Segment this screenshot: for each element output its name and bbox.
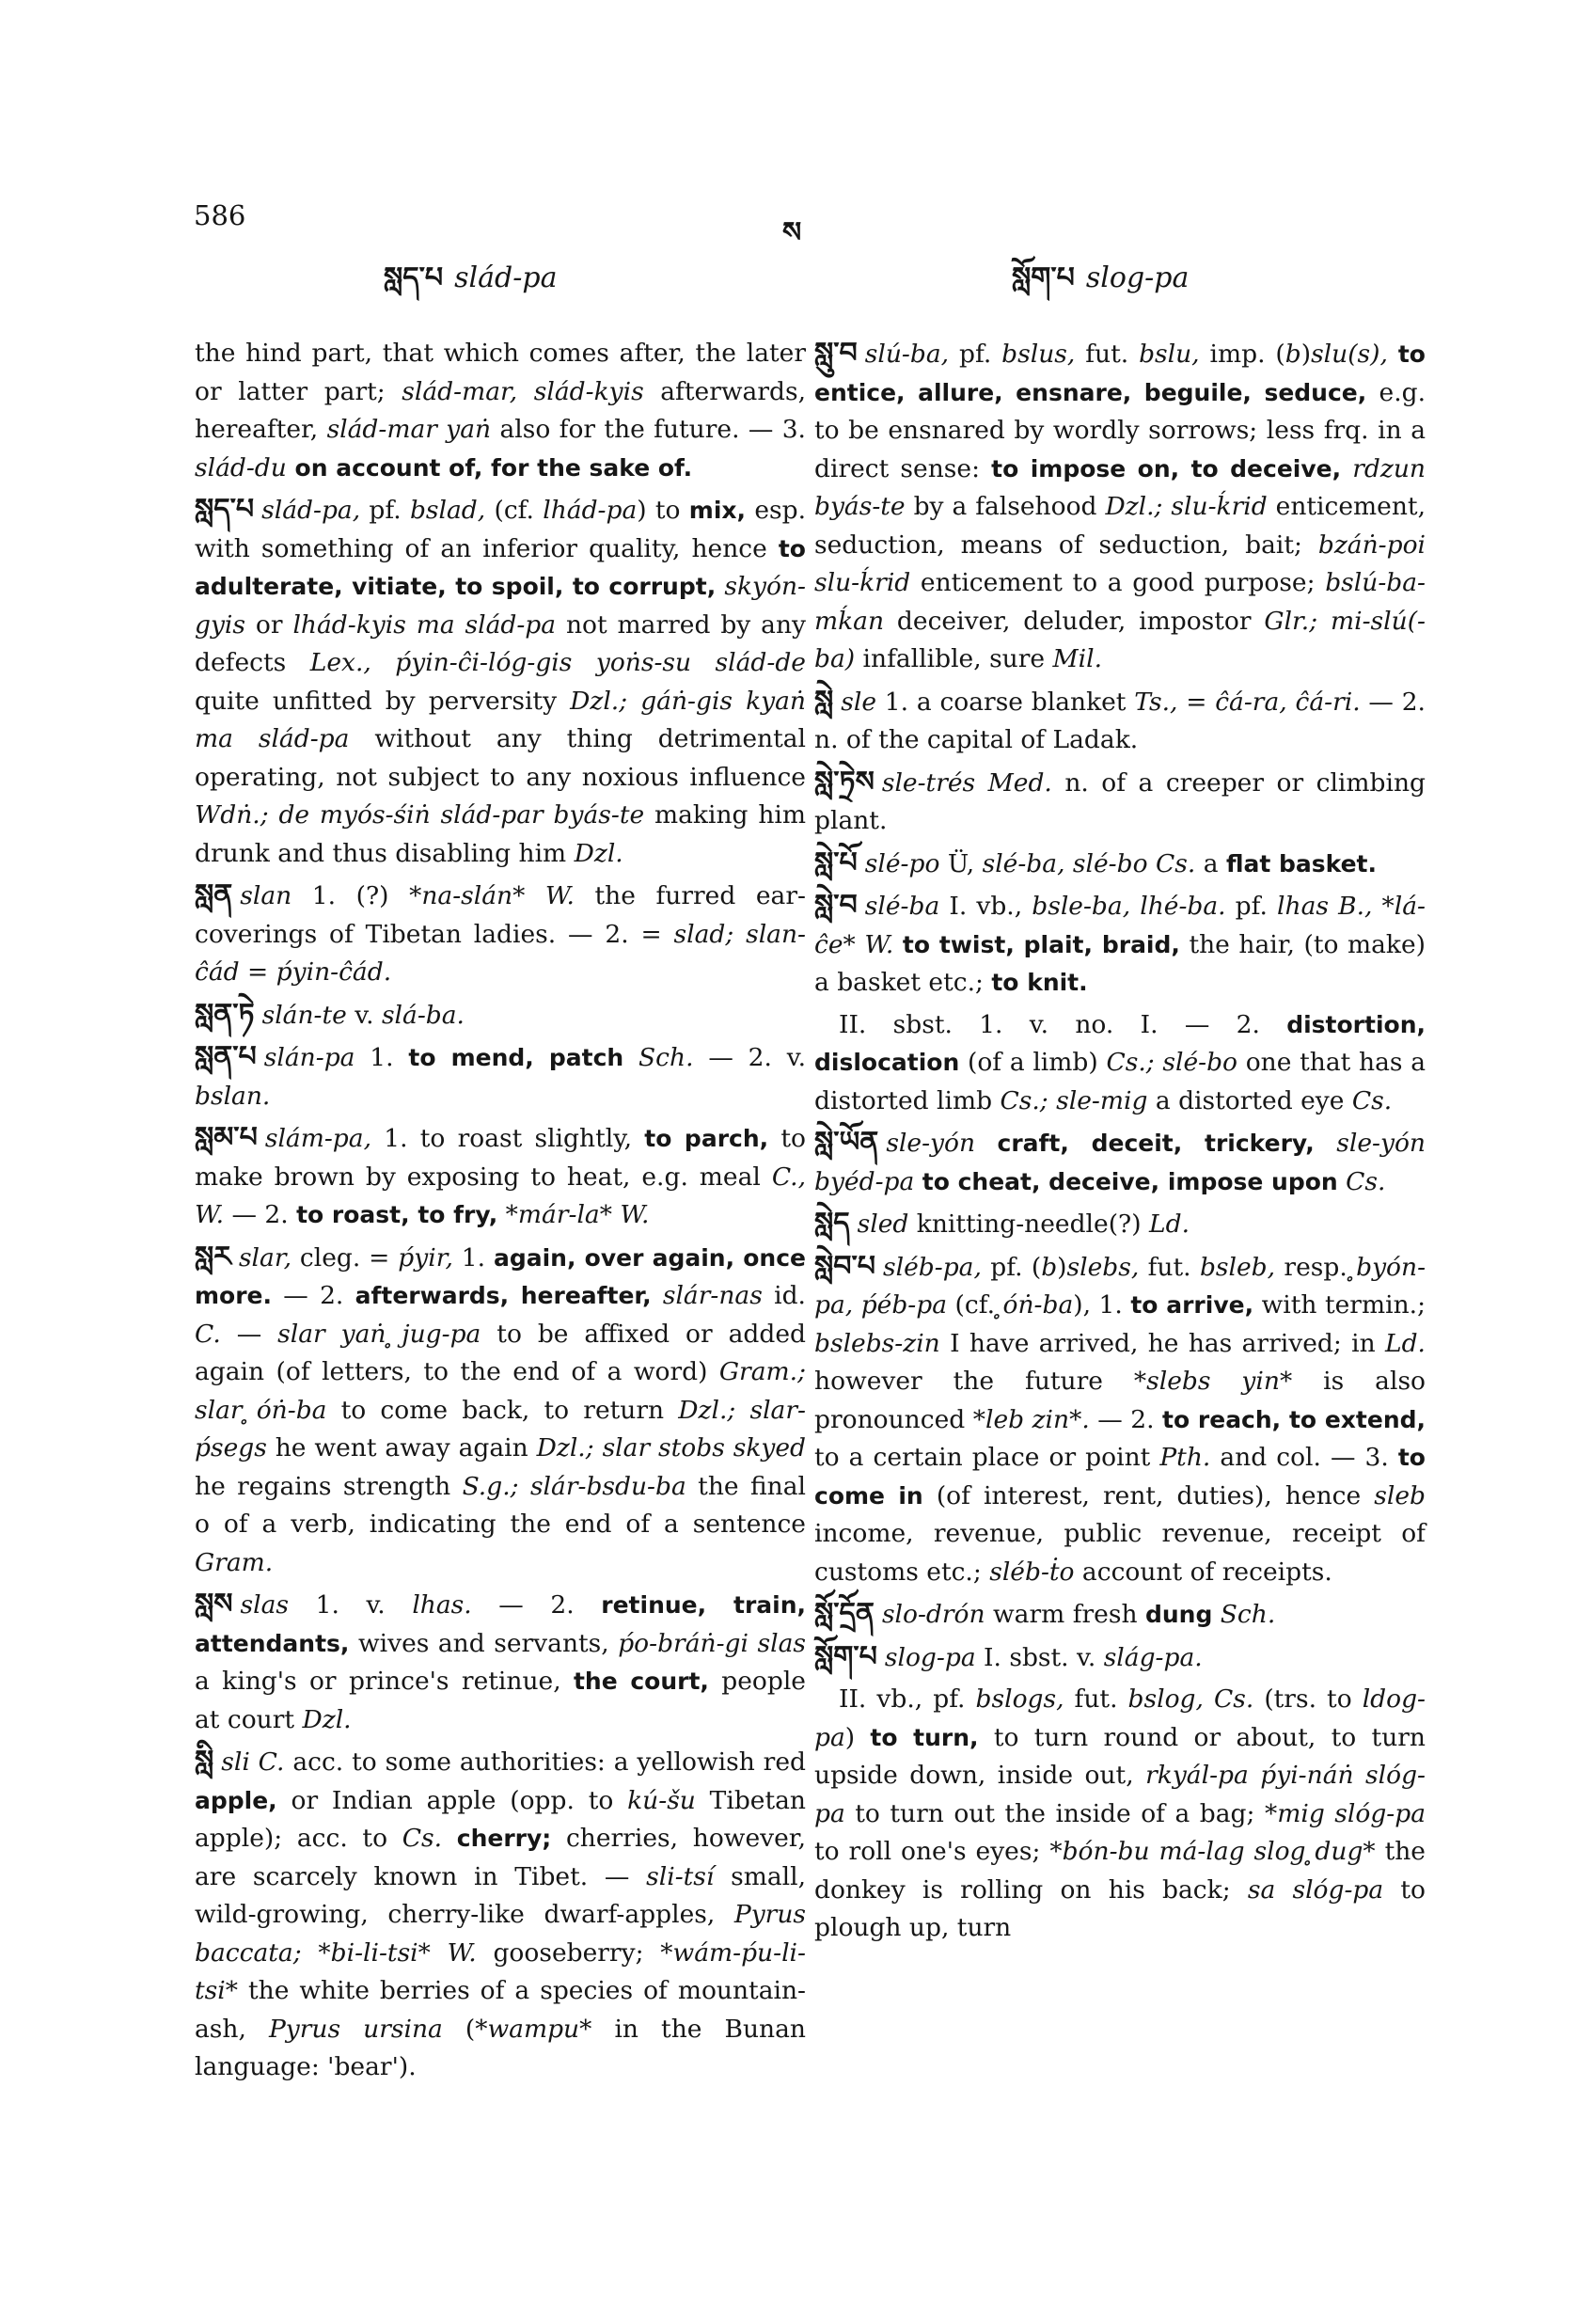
transliteration: *bón-bu má-lag slog ̥dug*	[1049, 1837, 1376, 1866]
transliteration: Ld.	[1385, 1328, 1426, 1358]
definition-gloss: to parch,	[644, 1125, 769, 1152]
text-run: quite unfitted by perversity	[195, 686, 571, 716]
text-run	[893, 930, 903, 959]
text-run: — 2. n. of the capital of Ladak.	[814, 687, 1426, 754]
text-run: fut.	[1064, 1684, 1128, 1714]
text-run: the final o of a verb, indicating the end of a sentence	[195, 1471, 807, 1539]
text-run: pf.	[360, 496, 410, 525]
entry-sle	[814, 683, 1426, 760]
transliteration: S.g.; slár-bsdu-ba	[462, 1471, 686, 1501]
text-run: Tibetan apple); acc. to	[195, 1785, 806, 1853]
tibetan-headword: སླར	[195, 1240, 231, 1273]
definition-gloss: to roast, to fry,	[296, 1201, 498, 1228]
transliteration: Cs.	[402, 1824, 443, 1853]
text-run: a king's or prince's retinue,	[195, 1667, 574, 1696]
text-run	[497, 1200, 505, 1229]
entry-sled	[814, 1205, 1426, 1244]
text-run: (of a limb)	[959, 1048, 1107, 1077]
definition-gloss: distortion, dislocation	[814, 1010, 1426, 1076]
transliteration: bslog, Cs.	[1127, 1684, 1254, 1714]
transliteration: *na-slán* W.	[409, 881, 575, 910]
text-run: a	[1195, 848, 1226, 878]
tibetan-headword: སླུ་བ	[814, 337, 858, 370]
text-run: or Indian apple (opp. to	[276, 1785, 628, 1815]
transliteration: *mig slóg-pa	[1264, 1798, 1426, 1828]
transliteration: sli-tsí	[646, 1861, 715, 1891]
transliteration: slar yaṅ ̥jug-pa	[277, 1319, 481, 1349]
text-run: pf. (	[981, 1252, 1042, 1282]
text-run: )	[844, 1722, 871, 1752]
transliteration: slám-pa,	[264, 1124, 371, 1153]
text-run: )	[1300, 340, 1312, 369]
text-run	[1212, 1600, 1220, 1629]
text-run	[914, 1167, 922, 1196]
transliteration: rkyál-pa ṕyi-náṅ slóg-pa	[814, 1761, 1426, 1828]
transliteration: bslan.	[195, 1081, 271, 1111]
text-run: 1. a coarse blanket	[876, 687, 1135, 717]
transliteration: sled	[857, 1209, 909, 1239]
definition-gloss: apple,	[195, 1786, 277, 1814]
text-run: the donkey is rolling on his back;	[814, 1837, 1426, 1905]
transliteration: slár-nas	[662, 1281, 763, 1310]
transliteration: slé-po	[864, 848, 940, 878]
text-run	[1341, 454, 1352, 483]
transliteration: slar,	[238, 1242, 292, 1273]
definition-gloss: to impose on, to deceive,	[991, 454, 1342, 482]
transliteration: bslú-ba-mḱan	[814, 568, 1426, 636]
text-run: I. vb.,	[939, 892, 1032, 921]
transliteration: ̥óṅ-ba	[1002, 1290, 1074, 1320]
transliteration: sle-yón	[886, 1129, 976, 1158]
transliteration: sle-trés Med.	[881, 767, 1052, 798]
transliteration: slág-pa.	[1103, 1642, 1203, 1672]
text-run: to be affixed or added again (of letters, to the end of a word)	[195, 1319, 806, 1386]
tibetan-headword: སླན་པ	[195, 1040, 257, 1073]
text-run: account of receipts.	[1074, 1557, 1332, 1587]
transliteration: Sch.	[1220, 1600, 1276, 1629]
definition-gloss: to cheat, deceive, impose upon	[922, 1167, 1338, 1195]
transliteration: bslu,	[1139, 340, 1200, 369]
definition-gloss: to arrive,	[1130, 1291, 1254, 1319]
text-run: (cf.	[485, 496, 544, 525]
transliteration: slád-mar yaṅ	[326, 415, 492, 444]
transliteration: sléb-pa,	[883, 1252, 982, 1282]
tibetan-headword: སླན་ཏེ	[195, 997, 255, 1031]
transliteration: Dzl.; slar-ṕsegs	[195, 1395, 806, 1462]
transliteration: sléb-ṫo	[989, 1557, 1075, 1587]
transliteration: lhád-kyis ma slád-pa	[292, 609, 557, 640]
transliteration: C., W.	[195, 1162, 806, 1229]
text-run: 1.	[452, 1242, 494, 1273]
definition-gloss: retinue, train, attendants,	[195, 1591, 807, 1657]
transliteration: b	[1284, 340, 1301, 369]
transliteration: bslebs-zin	[814, 1328, 940, 1358]
text-run: 1. (?)	[292, 881, 410, 910]
text-run: pf.	[949, 340, 1002, 369]
text-run: I have arrived, he has arrived; in	[939, 1328, 1385, 1358]
text-run: cherries, however, are scarcely known in Tibet. —	[195, 1824, 806, 1891]
text-run: esp. with something of an inferior quality, hence	[195, 496, 806, 563]
transliteration: ṕo-bráṅ-gi slas	[618, 1628, 806, 1658]
entry-slog-pa	[814, 1638, 1426, 1678]
text-run: ) to	[637, 496, 689, 525]
transliteration: ̥byón-pa, ṕéb-pa	[814, 1252, 1426, 1320]
transliteration: Dzl.; slar stobs skyed	[536, 1433, 806, 1462]
text-run: resp.	[1275, 1252, 1357, 1282]
definition-gloss: to adulterate, vitiate, to spoil, to corrupt,	[195, 534, 806, 600]
entry-sle-po	[814, 845, 1426, 884]
text-run: )	[1057, 1252, 1067, 1282]
definition-gloss: to turn,	[870, 1723, 979, 1751]
transliteration: *slebs yin*	[1133, 1367, 1293, 1396]
text-run: II. sbst. 1. v. no. I. — 2.	[839, 1009, 1287, 1039]
entry-slo-dron	[814, 1595, 1426, 1635]
transliteration: Cs.; sle-mig	[1000, 1085, 1148, 1115]
transliteration: ṕyir,	[398, 1242, 453, 1273]
text-run: fut.	[1139, 1252, 1200, 1282]
tibetan-headword: སླེ	[814, 684, 834, 718]
transliteration: slé-ba, slé-bo Cs.	[982, 848, 1196, 878]
entry-slu-ba	[814, 335, 1426, 679]
transliteration: slán-te	[261, 1000, 347, 1030]
transliteration: Cs.	[1346, 1166, 1386, 1196]
transliteration: slád-du	[195, 452, 287, 482]
text-run: the white berries of a species of mountain-ash,	[195, 1976, 806, 2044]
tibetan-headword: སླེ་ཡོན	[814, 1126, 879, 1159]
text-run	[1315, 1129, 1336, 1158]
page-number: 586	[194, 199, 246, 231]
transliteration: Dzl.	[574, 838, 623, 868]
text-run: however the future	[814, 1367, 1134, 1396]
text-run: to turn out the inside of a bag;	[844, 1798, 1265, 1828]
transliteration: ldog-pa	[814, 1684, 1426, 1752]
text-run: to a certain place or point	[814, 1443, 1160, 1472]
running-head-right-word: slog-pa	[1085, 261, 1190, 294]
text-run: is also pronounced	[814, 1367, 1426, 1434]
text-run	[975, 1129, 997, 1158]
tibetan-headword: སླས	[195, 1588, 233, 1620]
text-run: gooseberry;	[476, 1937, 661, 1968]
tibetan-headword: སླེ་བ	[814, 889, 858, 922]
definition-gloss: cherry;	[456, 1825, 552, 1852]
tibetan-headword: སླེ་པོ	[814, 846, 858, 879]
running-head-left-word: slád-pa	[454, 261, 558, 294]
text-run: II. vb., pf.	[839, 1684, 976, 1714]
text-run: —	[220, 1319, 278, 1349]
transliteration: slu(s),	[1311, 340, 1388, 369]
transliteration: Cs.; slé-bo	[1106, 1048, 1238, 1077]
transliteration: sli C.	[221, 1747, 285, 1777]
definition-gloss: to reach, to extend,	[1162, 1405, 1426, 1433]
definition-gloss: the court,	[573, 1668, 709, 1695]
entry-sle-yon	[814, 1124, 1426, 1201]
definition-gloss: on account of, for the sake of.	[286, 453, 693, 482]
transliteration: Sch.	[638, 1043, 694, 1072]
transliteration: bsle-ba, lhé-ba.	[1032, 892, 1226, 921]
transliteration: Dzl.; slu-ḱrid	[1105, 492, 1268, 521]
text-run: he regains strength	[195, 1471, 463, 1501]
text-run: to turn round or about, to turn upside down, inside out,	[814, 1722, 1426, 1790]
text-run: to come back, to return	[326, 1395, 679, 1425]
transliteration: slán-pa	[263, 1043, 355, 1072]
text-run: id.	[762, 1281, 806, 1310]
text-run: fut.	[1075, 340, 1140, 369]
transliteration: slad; slan-ĉád = ṕyin-ĉád.	[195, 919, 806, 987]
entry-slam-pa	[195, 1119, 806, 1235]
transliteration: slé-ba	[864, 892, 940, 921]
entry-slar	[195, 1239, 806, 1583]
definition-gloss: to twist, plait, braid,	[902, 930, 1180, 958]
transliteration: Lex., ṕyin-ĉi-lóg-gis yoṅs-su slád-de	[309, 648, 806, 677]
text-run: (cf.	[947, 1290, 1003, 1320]
entry-slan	[195, 877, 806, 992]
transliteration: Cs.	[1351, 1085, 1393, 1115]
text-run: income, revenue, public revenue, receipt of customs etc.;	[814, 1519, 1426, 1587]
transliteration: slebs,	[1066, 1252, 1140, 1282]
text-run	[716, 572, 724, 601]
transliteration: kú-šu	[627, 1785, 696, 1815]
text-run: the furred ear-coverings of Tibetan ladies. — 2. =	[195, 881, 806, 949]
text-run: v.	[346, 1000, 382, 1030]
text-run: imp. (	[1199, 340, 1285, 369]
text-run	[1338, 1167, 1346, 1196]
entry-slan-pa	[195, 1038, 806, 1115]
text-run: making him drunk and thus disabling him	[195, 800, 806, 868]
text-run	[623, 1043, 638, 1072]
transliteration: sleb	[1374, 1480, 1426, 1510]
transliteration: Wdṅ.; de myós-śiṅ slád-par byás-te	[195, 800, 645, 830]
transliteration: sle-yón byéd-pa	[814, 1129, 1426, 1196]
text-run: and col. — 3.	[1210, 1443, 1398, 1472]
transliteration: Glr.; mi-slú(-ba)	[814, 606, 1426, 673]
text-run: the hair, (to make) a basket etc.;	[814, 929, 1426, 997]
text-run: small, wild-growing, cherry-like dwarf-apples,	[195, 1861, 807, 1929]
text-run: ), 1.	[1073, 1290, 1131, 1320]
tibetan-headword: སློག་པ	[814, 1639, 877, 1673]
entry-sle-ba	[814, 887, 1426, 1003]
text-run: enticement, seduction, means of seduction, bait;	[814, 492, 1426, 560]
text-run: people at court	[195, 1667, 806, 1734]
running-head-right-tibetan: སློག་པ	[1012, 261, 1075, 294]
text-run: afterwards, hereafter,	[195, 376, 806, 444]
text-run: not marred by any defects	[195, 609, 806, 677]
transliteration: Dzl.	[302, 1704, 352, 1734]
tibetan-headword: སླེབ་པ	[814, 1249, 876, 1283]
text-run: with termin.;	[1253, 1290, 1426, 1320]
text-run: (	[442, 2014, 476, 2044]
text-run: I. sbst. v.	[975, 1642, 1104, 1672]
transliteration: slád-pa,	[261, 496, 361, 525]
text-run: n. of a creeper or climbing plant.	[814, 767, 1426, 835]
text-run: or	[245, 609, 293, 640]
text-run	[652, 1281, 663, 1310]
text-run: pf.	[1225, 892, 1278, 921]
definition-gloss: to come in	[814, 1444, 1426, 1510]
entry-slas	[195, 1586, 806, 1739]
transliteration: lhas B., *lá-ĉe* W.	[814, 892, 1426, 959]
running-head-right	[1012, 246, 1189, 325]
running-head-left-tibetan: སླད་པ	[384, 261, 444, 294]
text-run	[442, 1824, 457, 1853]
entry-slan-te	[195, 996, 806, 1036]
definition-gloss: to knit.	[991, 969, 1088, 996]
transliteration: Pyrus baccata; *bi-li-tsi* W.	[195, 1900, 806, 1968]
transliteration: slog-pa	[884, 1642, 976, 1672]
text-run: he went away again	[266, 1433, 537, 1462]
transliteration: Gram.	[195, 1547, 274, 1577]
transliteration: slá-ba.	[381, 1000, 465, 1030]
entry-sle-tres	[814, 764, 1426, 841]
transliteration: Mil.	[1052, 644, 1103, 673]
entry-slad-pa	[195, 491, 806, 873]
tibetan-headword: སླད་པ	[195, 493, 255, 526]
entry-sle-ba-sense-2	[814, 1006, 1426, 1121]
definition-gloss: craft, deceit, trickery,	[997, 1130, 1315, 1157]
text-run: — 2.	[1089, 1404, 1163, 1434]
tibetan-headword: སླེད	[814, 1207, 850, 1240]
definition-gloss: flat basket.	[1225, 849, 1377, 877]
text-run: infallible, sure	[855, 644, 1053, 673]
transliteration: *már-la* W.	[505, 1200, 650, 1229]
transliteration: Ld.	[1149, 1209, 1190, 1239]
text-run: to make brown by exposing to heat, e.g. meal	[195, 1124, 806, 1192]
entry-continuation	[195, 335, 806, 487]
definition-gloss: again, over again, once more.	[195, 1243, 806, 1309]
text-run: acc. to some authorities: a yellowish red	[284, 1747, 806, 1777]
transliteration: slan	[240, 881, 292, 910]
transliteration: skyón-gyis	[195, 572, 806, 640]
text-run: without any thing detrimental operating, not subject to any noxious influence	[195, 724, 806, 792]
text-run: (of interest, rent, duties), hence	[922, 1480, 1375, 1510]
transliteration: bzáṅ-poi slu-ḱrid	[814, 530, 1426, 597]
transliteration: rdzun byás-te	[814, 453, 1426, 521]
transliteration: slas	[240, 1590, 289, 1620]
text-run: (trs. to	[1253, 1684, 1363, 1714]
transliteration: Ts., = ĉá-ra, ĉá-ri.	[1134, 687, 1361, 717]
transliteration: b	[1041, 1252, 1058, 1282]
tibetan-headword: སླི	[195, 1745, 214, 1778]
text-run: deceiver, deluder, impostor	[884, 606, 1265, 636]
transliteration: lhas.	[412, 1590, 472, 1620]
text-run: knitting-needle(?)	[908, 1209, 1150, 1239]
transliteration: lhád-pa	[543, 496, 638, 525]
text-run: the hind part, that which comes after, the later or latter part;	[195, 339, 806, 406]
left-column	[195, 335, 806, 2091]
text-run: — 2. v.	[693, 1043, 806, 1072]
tibetan-headword: སླེ་ཏྲེས	[814, 765, 875, 798]
entry-sli	[195, 1743, 806, 2087]
transliteration: bslogs,	[975, 1684, 1064, 1714]
text-run: by a falsehood	[905, 492, 1106, 521]
transliteration: slú-ba,	[864, 340, 950, 369]
transliteration: bslus,	[1001, 340, 1076, 369]
transliteration: Dzl.; gáṅ-gis kyaṅ ma slád-pa	[195, 686, 806, 753]
text-run: warm fresh	[985, 1600, 1145, 1629]
transliteration: slo-drón	[881, 1600, 985, 1629]
text-run: Ü,	[939, 848, 983, 878]
definition-gloss: dung	[1144, 1601, 1213, 1628]
text-run	[1388, 340, 1398, 369]
text-run: — 2.	[471, 1590, 602, 1620]
transliteration: Pyrus ursina	[268, 2014, 443, 2044]
transliteration: bsleb,	[1199, 1252, 1276, 1282]
text-run: cleg. =	[292, 1242, 399, 1273]
definition-gloss: to entice, allure, ensnare, beguile, seduce,	[814, 340, 1426, 406]
transliteration: bslad,	[409, 496, 486, 525]
transliteration: *wampu*	[475, 2014, 592, 2044]
transliteration: sa slóg-pa	[1247, 1874, 1384, 1905]
text-run: one that has a distorted limb	[814, 1048, 1426, 1115]
text-run: a distorted eye	[1147, 1085, 1352, 1115]
text-run: in the Bunan language: 'bear').	[195, 2014, 806, 2081]
tibetan-headword: སླམ་པ	[195, 1121, 258, 1154]
transliteration: Gram.; slar ̥óṅ-ba	[195, 1357, 806, 1425]
tibetan-headword: སླན	[195, 878, 233, 911]
transliteration: C.	[195, 1319, 221, 1349]
running-head-left	[384, 246, 557, 325]
text-run: to roll one's eyes;	[814, 1837, 1050, 1866]
transliteration: Pth.	[1159, 1443, 1211, 1472]
text-run: 1. to roast slightly,	[371, 1124, 645, 1153]
tibetan-headword: སློ་དྲོན	[814, 1597, 875, 1630]
transliteration: *leb zin*.	[972, 1404, 1090, 1434]
definition-gloss: mix,	[688, 497, 747, 524]
right-column	[814, 335, 1426, 1948]
definition-gloss: to mend, patch	[408, 1044, 624, 1071]
text-run: — 2.	[272, 1281, 355, 1310]
entry-sleb-pa	[814, 1248, 1426, 1592]
text-run: also for the future. — 3.	[491, 415, 806, 444]
text-run: e.g. to be ensnared by wordly sorrows; less frq. in a direct sense:	[814, 377, 1426, 483]
entry-slog-pa-sense-2	[814, 1681, 1426, 1948]
text-run: — 2.	[224, 1200, 297, 1229]
transliteration: *wám-ṕu-li-tsi*	[195, 1937, 806, 2005]
transliteration: sle	[841, 687, 877, 717]
text-run: 1.	[355, 1043, 409, 1072]
section-letter: ས	[782, 216, 802, 249]
text-run: enticement to a good purpose;	[910, 568, 1326, 597]
transliteration: slád-mar, slád-kyis	[402, 376, 644, 406]
text-run: 1. v.	[288, 1590, 413, 1620]
text-run: wives and servants,	[349, 1628, 619, 1658]
text-run: to plough up, turn	[814, 1874, 1426, 1942]
definition-gloss: afterwards, hereafter,	[355, 1282, 652, 1309]
